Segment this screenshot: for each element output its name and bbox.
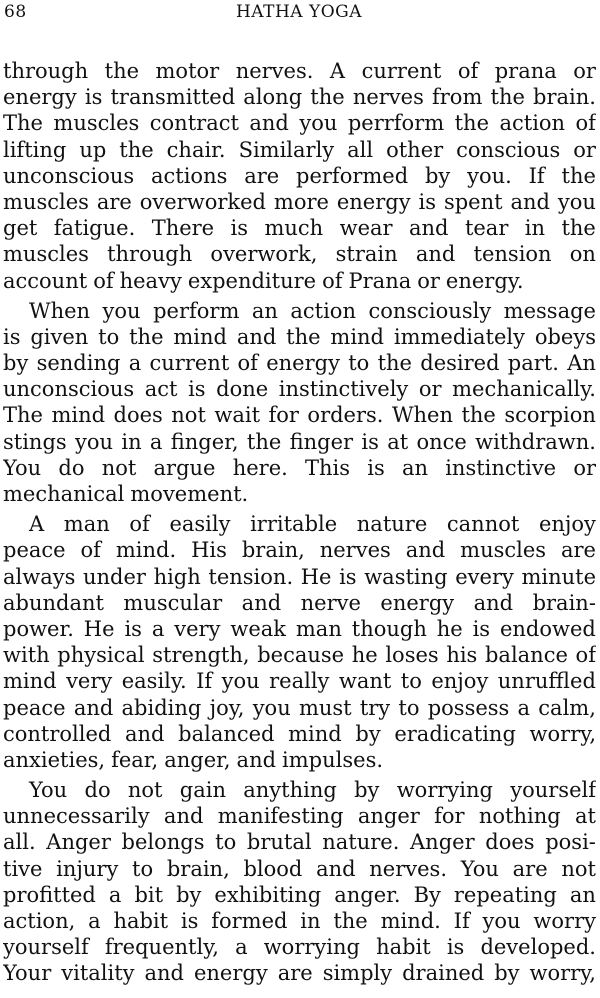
text-line: energy is transmitted along the nerves from the brain. <box>3 85 596 110</box>
text-line: unconscious actions are performed by you. If the <box>3 163 596 188</box>
paragraph <box>3 777 596 987</box>
text-line: action, a habit is formed in the mind. If you worry <box>3 909 596 933</box>
text-line: through the motor nerves. A current of prana or <box>3 59 596 83</box>
text-line: When you perform an action consciously message <box>29 298 596 323</box>
text-line: by sending a current of energy to the desired part. An <box>3 351 596 376</box>
text-line: controlled and balanced mind by eradicating worry, <box>3 721 596 746</box>
paragraph <box>3 298 596 508</box>
text-line: unconscious act is done instinctively or mechanically. <box>3 377 596 402</box>
text-line: with physical strength, because he loses his balance of <box>3 643 596 668</box>
text-line: all. Anger belongs to brutal nature. Anger does posi- <box>3 830 596 855</box>
text-line: A man of easily irritable nature cannot enjoy <box>29 512 596 537</box>
text-line: abundant muscular and nerve energy and brain- <box>3 590 596 615</box>
text-line: muscles through overwork, strain and tension on <box>3 242 596 267</box>
paragraph <box>3 58 596 294</box>
text-line: peace of mind. His brain, nerves and muscles are <box>3 538 596 563</box>
page-number: 68 <box>4 2 27 22</box>
text-line: account of heavy expenditure of Prana or energy. <box>3 268 524 293</box>
text-line: mechanical movement. <box>3 482 249 506</box>
text-line: yourself frequently, a worrying habit is developed. <box>3 935 596 960</box>
text-line: peace and abiding joy, you must try to possess a calm, <box>3 695 596 720</box>
text-line: lifting up the chair. Similarly all other conscious or <box>3 137 596 162</box>
text-line: You do not argue here. This is an instinctive or <box>3 455 596 480</box>
text-line: unnecessarily and manifesting anger for nothing at <box>3 804 596 829</box>
text-line: The mind does not wait for orders. When the scorpion <box>3 403 596 428</box>
text-line: power. He is a very weak man though he is endowed <box>3 616 596 641</box>
body-text <box>3 58 596 991</box>
text-line: get fatigue. There is much wear and tear in the <box>3 216 596 241</box>
text-line: always under high tension. He is wasting every minute <box>3 564 596 589</box>
text-line: You do not gain anything by worrying yourself <box>29 778 596 803</box>
text-line: profitted a bit by exhibiting anger. By repeating an <box>3 882 596 907</box>
text-line: The muscles contract and you perrform the action of <box>3 111 596 136</box>
page-header <box>4 2 594 24</box>
text-line: muscles are overworked more energy is spent and you <box>3 189 596 214</box>
paragraph <box>3 511 596 773</box>
text-line: mind very easily. If you really want to enjoy unruffled <box>3 669 596 694</box>
text-line: is given to the mind and the mind immediately obeys <box>3 324 596 349</box>
text-line: Your vitality and energy are simply drained by worry, <box>3 961 596 986</box>
running-title: HATHA YOGA <box>235 2 363 22</box>
text-line: anxieties, fear, anger, and impulses. <box>3 747 384 772</box>
text-line: stings you in a finger, the finger is at once withdrawn. <box>3 429 596 454</box>
text-line: tive injury to brain, blood and nerves. You are not <box>3 856 596 881</box>
